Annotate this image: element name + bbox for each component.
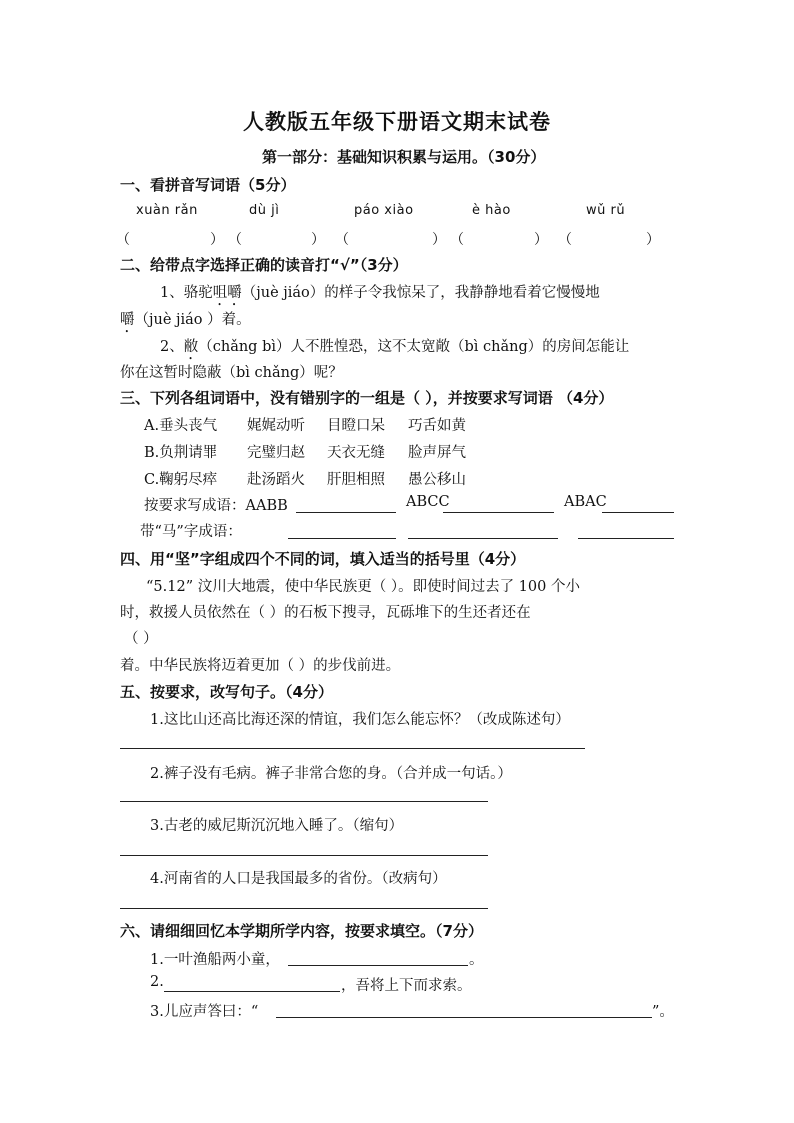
option-b-4: 脸声屏气 [408, 445, 466, 461]
blank-5-open[interactable]: （ [558, 232, 572, 248]
s5-item-4: 4.河南省的人口是我国最多的省份。（改病句） [150, 871, 447, 887]
pinyin-4: è hào [472, 203, 511, 218]
s4-line3[interactable]: （ ） [124, 631, 158, 647]
horse-idiom-label: 带“马”字成语： [140, 524, 242, 540]
option-a-1: A.垂头丧气 [144, 418, 218, 434]
option-b-2: 完璧归赵 [247, 445, 305, 461]
blank-1-open[interactable]: （ [116, 232, 130, 248]
option-a-2: 娓娓动听 [247, 418, 305, 434]
abac-label: ABAC [564, 494, 607, 510]
pinyin-3: páo xiào [354, 203, 414, 218]
blank-4-open[interactable]: （ [450, 232, 464, 248]
s2-q1-line1: 1、骆驼咀嚼（juè jiáo）的样子令我惊呆了，我静静地看着它慢慢地 [160, 285, 600, 301]
idiom-requirement: 按要求写成语：AABB [144, 498, 288, 514]
s5-item-3: 3.古老的威尼斯沉沉地入睡了。（缩句） [150, 818, 404, 834]
horse-blank-1[interactable] [288, 538, 396, 539]
s6-q1-blank[interactable] [288, 965, 468, 966]
section-2-heading: 二、给带点字选择正确的读音打“√”（3分） [120, 256, 408, 274]
s6-q3-end: ”。 [652, 1004, 674, 1020]
s6-q1-end: 。 [469, 952, 484, 968]
s5-answer-line-2[interactable] [120, 801, 488, 802]
blank-5-close: ） [646, 232, 660, 248]
s6-q3-blank[interactable] [276, 1017, 652, 1018]
aabb-blank[interactable] [296, 512, 396, 513]
option-b-1: B.负荆请罪 [144, 445, 218, 461]
pinyin-2: dù jì [249, 203, 280, 218]
option-c-3: 肝胆相照 [327, 472, 385, 488]
abac-blank[interactable] [602, 512, 674, 513]
abcc-blank[interactable] [443, 512, 554, 513]
s2-q1-line2: 嚼（juè jiáo ）着。 [120, 312, 251, 328]
section-6-heading: 六、请细细回忆本学期所学内容，按要求填空。（7分） [120, 922, 483, 940]
option-a-4: 巧舌如黄 [408, 418, 466, 434]
s6-q2-end: ，吾将上下而求索。 [341, 978, 472, 994]
section-1-heading: 一、看拼音写词语（5分） [120, 176, 296, 194]
part-heading: 第一部分：基础知识积累与运用。（30分） [262, 148, 546, 166]
option-c-2: 赴汤蹈火 [247, 472, 305, 488]
blank-2-open[interactable]: （ [228, 232, 242, 248]
s5-answer-line-3[interactable] [120, 855, 488, 856]
s6-q3: 3.儿应声答曰：“ [150, 1004, 259, 1020]
horse-blank-2[interactable] [408, 538, 558, 539]
blank-2-close: ） [311, 232, 325, 248]
section-3-heading: 三、下列各组词语中，没有错别字的一组是（ ），并按要求写词语 （4分） [120, 389, 614, 407]
s5-item-1: 1.这比山还高比海还深的情谊，我们怎么能忘怀？（改成陈述句） [150, 712, 570, 728]
section-4-heading: 四、用“坚”字组成四个不同的词，填入适当的括号里（4分） [120, 550, 526, 568]
s6-q1: 1.一叶渔船两小童， [150, 952, 280, 968]
s6-q2-blank[interactable] [164, 991, 340, 992]
horse-blank-3[interactable] [578, 538, 674, 539]
pinyin-1: xuàn rǎn [136, 203, 198, 218]
blank-3-open[interactable]: （ [335, 232, 349, 248]
exam-title: 人教版五年级下册语文期末试卷 [243, 110, 551, 134]
s4-line1: “5.12” 汶川大地震，使中华民族更（ ）。即使时间过去了 100 个小 [146, 579, 580, 595]
s5-answer-line-4[interactable] [120, 908, 488, 909]
option-b-3: 天衣无缝 [327, 445, 385, 461]
option-c-1: C.鞠躬尽瘁 [144, 472, 218, 488]
section-5-heading: 五、按要求，改写句子。（4分） [120, 683, 333, 701]
s2-q2-line1: 2、敝（chǎng bì）人不胜惶恐，这不太宽敞（bì chǎng）的房间怎能让 [160, 339, 630, 355]
s6-q2: 2. [150, 974, 164, 990]
s4-line4: 着。中华民族将迈着更加（ ）的步伐前进。 [120, 658, 401, 674]
blank-1-close: ） [210, 232, 224, 248]
abcc-label: ABCC [406, 494, 450, 510]
option-a-3: 目瞪口呆 [327, 418, 385, 434]
pinyin-5: wǔ rǔ [586, 203, 626, 218]
s5-item-2: 2.裤子没有毛病。裤子非常合您的身。（合并成一句话。） [150, 766, 512, 782]
option-c-4: 愚公移山 [408, 472, 466, 488]
s4-line2: 时，救援人员依然在（ ）的石板下搜寻，瓦砾堆下的生还者还在 [120, 605, 531, 621]
s2-q2-line2: 你在这暂时隐蔽（bì chǎng）呢？ [120, 365, 343, 381]
s5-answer-line-1[interactable] [120, 748, 585, 749]
blank-4-close: ） [534, 232, 548, 248]
blank-3-close: ） [432, 232, 446, 248]
